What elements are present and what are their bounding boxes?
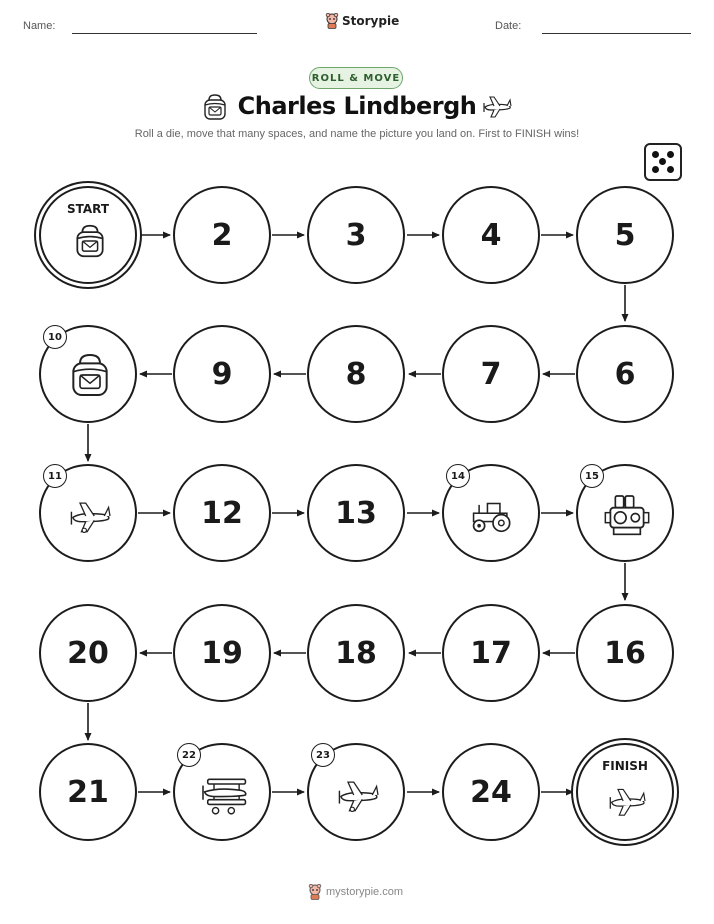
space-number-badge: 15 [580,464,604,488]
backpack-icon [65,349,115,401]
airplane-icon [604,783,650,819]
space-number: 17 [470,635,512,671]
space-number-badge: 11 [43,464,67,488]
space-number: 5 [614,217,636,253]
space-6[interactable] [576,325,674,423]
storypie-mascot-icon [308,884,322,900]
space-24[interactable] [442,743,540,841]
space-11[interactable] [39,464,137,562]
space-5[interactable] [576,186,674,284]
game-type-tag: ROLL & MOVE [309,67,403,89]
airplane-icon [331,775,385,815]
footer [308,884,403,900]
space-start[interactable] [39,186,137,284]
space-13[interactable] [307,464,405,562]
space-number: 13 [335,495,377,531]
space-number: 18 [335,635,377,671]
space-number: 20 [67,635,109,671]
space-number: 7 [480,356,502,392]
space-number-badge: 23 [311,743,335,767]
engine-icon [602,492,652,540]
space-10[interactable] [39,325,137,423]
space-4[interactable] [442,186,540,284]
start-label: START [66,202,110,216]
space-number: 6 [614,356,636,392]
space-8[interactable] [307,325,405,423]
airplane-icon [63,496,117,536]
space-7[interactable] [442,325,540,423]
space-2[interactable] [173,186,271,284]
space-number-badge: 22 [177,743,201,767]
footer-url[interactable]: mystorypie.com [326,886,404,898]
space-19[interactable] [173,604,271,702]
space-number-badge: 10 [43,325,67,349]
space-23[interactable] [307,743,405,841]
finish-label: FINISH [602,759,648,773]
space-17[interactable] [442,604,540,702]
space-number: 19 [201,635,243,671]
space-number: 24 [470,774,512,810]
page-title: Charles Lindbergh [237,92,477,120]
backpack-icon [71,221,109,261]
space-number: 2 [211,217,233,253]
space-number: 4 [480,217,502,253]
instructions: Roll a die, move that many spaces, and name the picture you land on. First to FINISH wins! [134,128,580,140]
space-number: 3 [345,217,367,253]
space-20[interactable] [39,604,137,702]
biplane-icon [199,773,251,817]
space-3[interactable] [307,186,405,284]
space-number: 21 [67,774,109,810]
space-12[interactable] [173,464,271,562]
space-14[interactable] [442,464,540,562]
name-label: Name: [23,20,56,32]
space-21[interactable] [39,743,137,841]
space-number: 9 [211,356,233,392]
space-22[interactable] [173,743,271,841]
space-9[interactable] [173,325,271,423]
space-number: 8 [345,356,367,392]
date-label: Date: [495,20,522,32]
space-number: 12 [201,495,243,531]
space-finish[interactable] [576,743,674,841]
tractor-icon [468,499,518,533]
space-number: 16 [604,635,646,671]
space-16[interactable] [576,604,674,702]
space-18[interactable] [307,604,405,702]
brand-name: Storypie [342,14,400,28]
space-number-badge: 14 [446,464,470,488]
space-15[interactable] [576,464,674,562]
